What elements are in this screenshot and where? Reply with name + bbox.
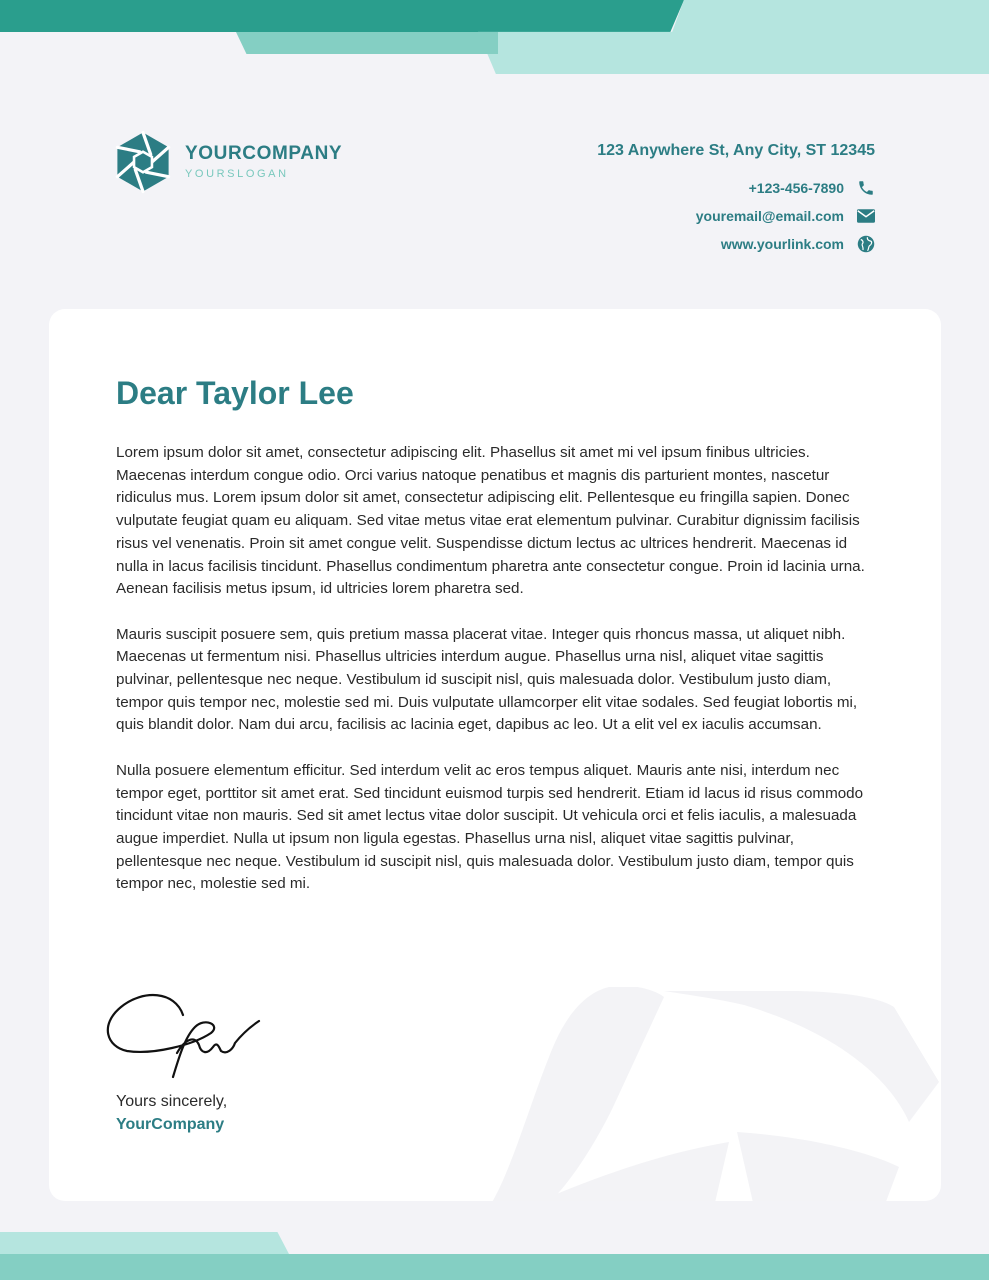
body-paragraph: Mauris suscipit posuere sem, quis pretium massa placerat vitae. Integer quis rhoncus massa, ut aliquet nibh. Maecenas ut fermentum nisi. Phasellus ultricies interdum augue. Phasellus urna nisl, aliquet vitae sagittis pulvinar, pellentesque nec neque. Vestibulum id suscipit nisl, quis malesuada dolor. Vestibulum justo diam, tempor quis tempor nec, molestie sed mi. Duis vulputate ullamcorper elit vitae sodales. Sed feugiat lobortis mi, quis blandit dolor. Nam dui arcu, facilisis ac lacinia eget, dapibus ac leo. Ut a elit vel ex iaculis accumsan.	[116, 625, 858, 734]
bottom-accent-band-light	[0, 1232, 289, 1254]
signer-name: YourCompany	[116, 1116, 225, 1133]
address: 123 Anywhere St, Any City, ST 12345	[597, 142, 875, 159]
letter-greeting: Dear Taylor Lee	[116, 375, 354, 411]
company-name: YOURCOMPANY	[185, 142, 343, 164]
globe-icon	[857, 235, 875, 253]
letter-body	[116, 442, 876, 919]
email-address: youremail@email.com	[695, 208, 844, 224]
website-url: www.yourlink.com	[720, 236, 844, 252]
phone-number: +123-456-7890	[748, 180, 844, 196]
bottom-accent-band-dark	[0, 1254, 989, 1280]
phone-icon	[857, 179, 875, 197]
letter-closing: Yours sincerely,	[116, 1093, 228, 1110]
logo-watermark	[489, 987, 941, 1201]
company-slogan: YOURSLOGAN	[185, 167, 289, 180]
email-line	[597, 202, 875, 230]
top-accent-band-dark	[0, 0, 684, 32]
aperture-logo-icon	[110, 130, 176, 194]
envelope-icon	[857, 207, 875, 225]
website-line	[597, 230, 875, 258]
contact-block	[597, 141, 875, 258]
top-accent-band-mid	[236, 32, 498, 54]
letter-card	[49, 309, 941, 1201]
body-paragraph: Nulla posuere elementum efficitur. Sed interdum velit ac eros tempus aliquet. Mauris ante nisi, interdum nec tempor eget, porttitor sit amet erat. Sed tincidunt euismod turpis sed hendrerit. Etiam id lacus id risus commodo tincidunt vitae non mauris. Sed sit amet lectus vitae dolor suscipit. Ut vehicula orci et felis iaculis, a malesuada augue imperdiet. Nulla ut ipsum non ligula egestas. Phasellus urna nisl, aliquet vitae sagittis pulvinar, pellentesque nec neque. Vestibulum id suscipit nisl, quis malesuada dolor. Vestibulum justo diam, tempor quis tempor nec, molestie sed mi.	[116, 761, 864, 893]
phone-line	[597, 174, 875, 202]
body-paragraph: Lorem ipsum dolor sit amet, consectetur adipiscing elit. Phasellus sit amet mi vel ipsum finibus ultricies. Maecenas interdum congue odio. Orci varius natoque penatibus et magnis dis parturient montes, nascetur ridiculus mus. Lorem ipsum dolor sit amet, consectetur adipiscing elit. Pellentesque eu fringilla sapien. Donec vulputate feugiat quam eu aliquam. Sed vitae metus vitae erat elementum pulvinar. Curabitur dignissim facilisis risus vel venenatis. Proin sit amet congue velit. Suspendisse dictum lectus ac ultrices hendrerit. Maecenas id nulla in lacus facilisis tincidunt. Phasellus condimentum pharetra ante consectetur congue. Proin id lacinia urna. Aenean facilisis metus ipsum, id ultricies lorem pharetra sed.	[116, 444, 865, 598]
company-logo	[110, 130, 342, 194]
handwritten-signature	[103, 989, 263, 1085]
